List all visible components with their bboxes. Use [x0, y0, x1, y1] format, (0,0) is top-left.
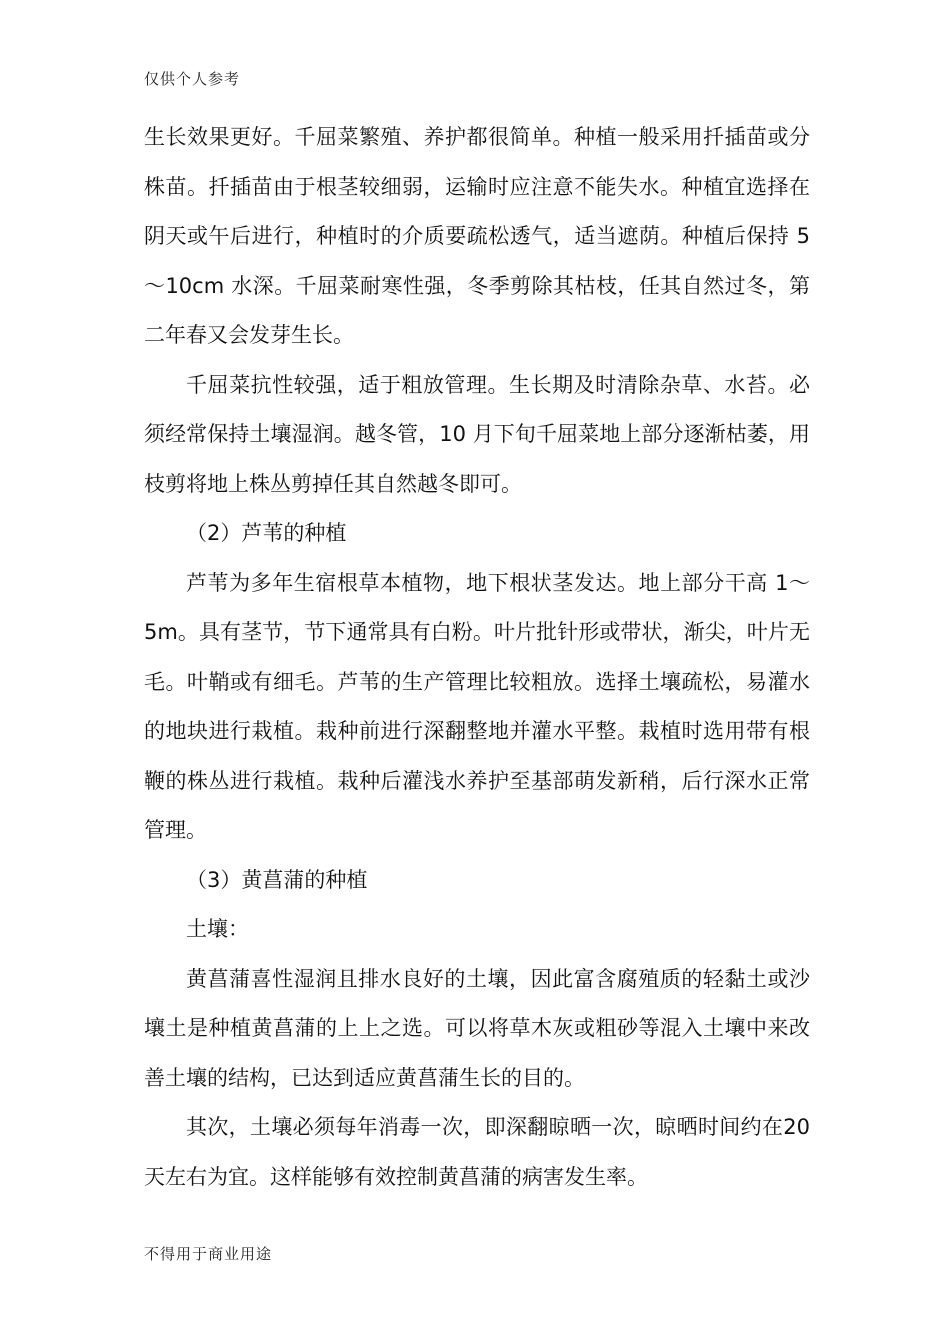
document-body — [144, 113, 810, 1202]
paragraph-continuation: 生长效果更好。千屈菜繁殖、养护都很简单。种植一般采用扦插苗或分株苗。扦插苗由于根茎较细弱，运输时应注意不能失水。种植宜选择在阴天或午后进行，种植时的介质要疏松透气，适当遮荫。种植后保持 5～10cm 水深。千屈菜耐寒性强，冬季剪除其枯枝，任其自然过冬，第二年春又会发芽生长。 — [144, 125, 810, 347]
subheading-soil: 土壤： — [186, 917, 249, 941]
page-header: 仅供个人参考 — [144, 70, 241, 88]
section-heading-iris: （3）黄菖蒲的种植 — [186, 867, 368, 892]
paragraph-reed: 芦苇为多年生宿根草本植物，地下根状茎发达。地上部分干高 1～5m。具有茎节，节下通常具有白粉。叶片批针形或带状，渐尖，叶片无毛。叶鞘或有细毛。芦苇的生产管理比较粗放。选择土壤疏松，易灌水的地块进行栽植。栽种前进行深翻整地并灌水平整。栽植时选用带有根鞭的株丛进行栽植。栽种后灌浅水养护至基部萌发新稍，后行深水正常管理。 — [144, 570, 810, 842]
paragraph-disinfection: 其次，土壤必须每年消毒一次，即深翻晾晒一次，晾晒时间约在20 天左右为宜。这样能够有效控制黄菖蒲的病害发生率。 — [144, 1115, 810, 1189]
paragraph-management: 千屈菜抗性较强，适于粗放管理。生长期及时清除杂草、水苔。必须经常保持土壤湿润。越冬管，10 月下旬千屈菜地上部分逐渐枯萎，用枝剪将地上株丛剪掉任其自然越冬即可。 — [144, 372, 810, 496]
page-footer: 不得用于商业用途 — [144, 1245, 273, 1263]
paragraph-soil: 黄菖蒲喜性湿润且排水良好的土壤，因此富含腐殖质的轻黏土或沙壤土是种植黄菖蒲的上上之选。可以将草木灰或粗砂等混入土壤中来改善土壤的结构，已达到适应黄菖蒲生长的目的。 — [144, 966, 810, 1090]
section-heading-reed: （2）芦苇的种植 — [186, 521, 347, 545]
